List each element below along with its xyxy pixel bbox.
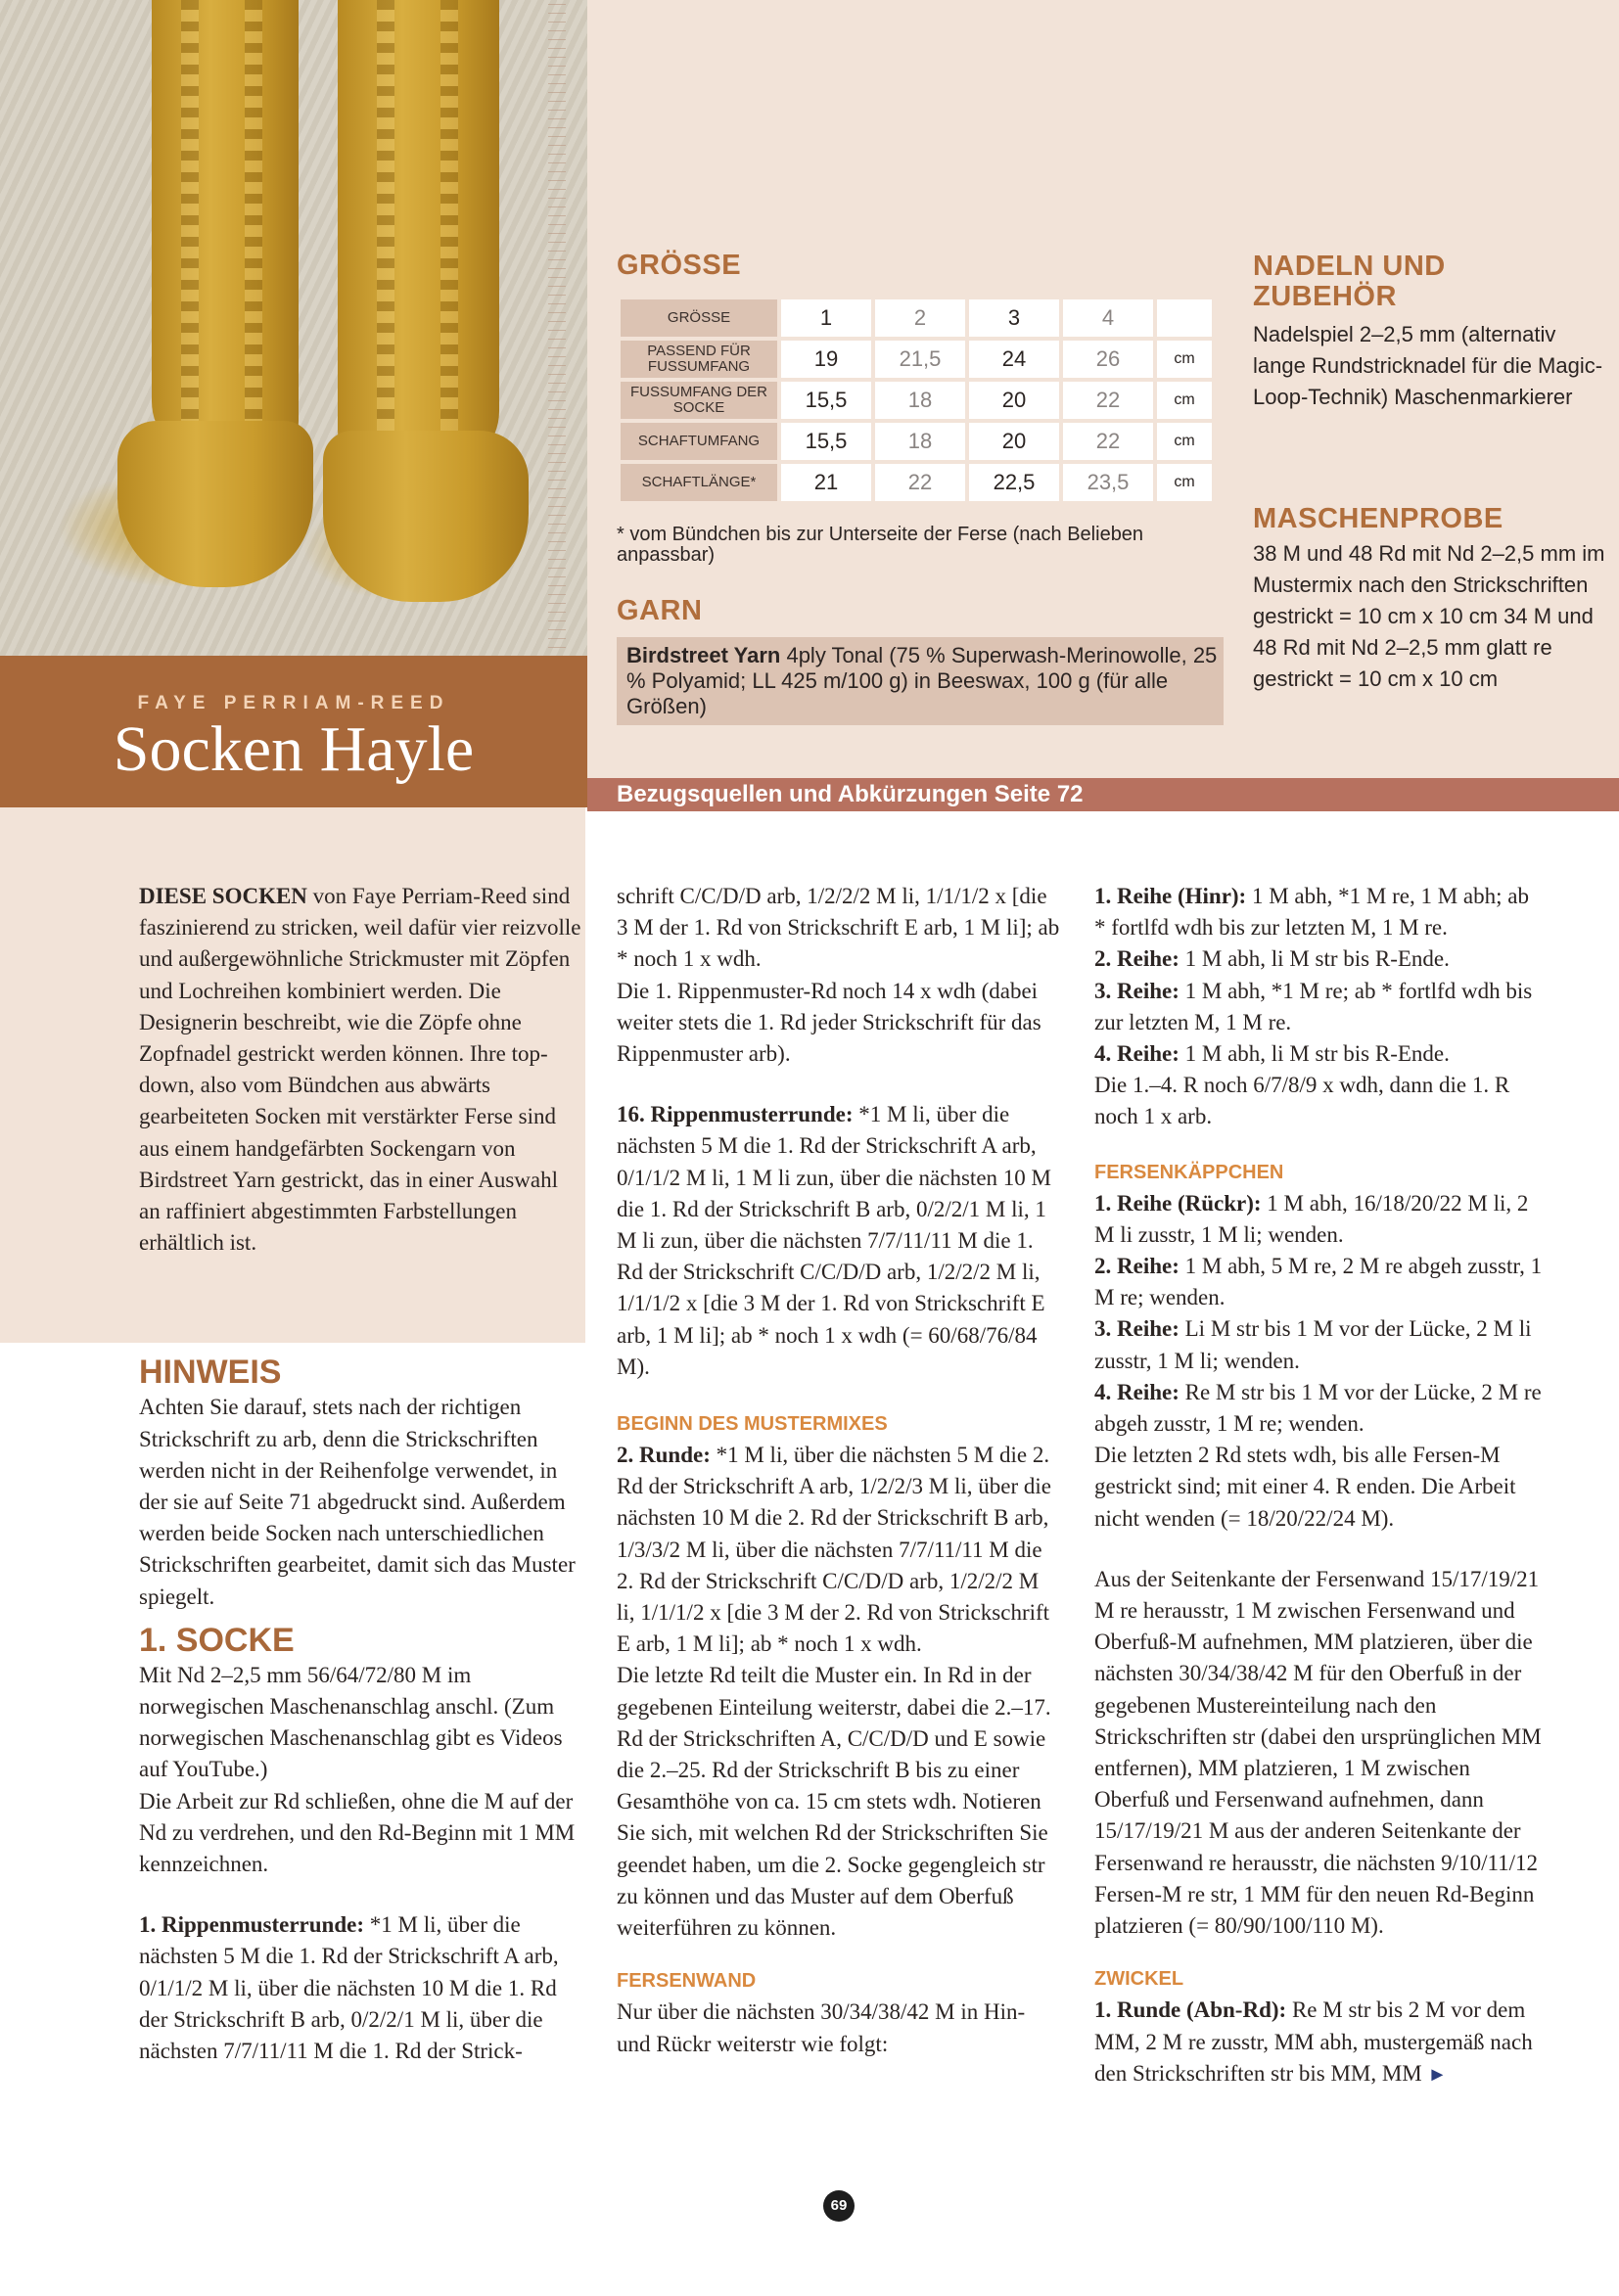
hinweis-heading: HINWEIS [139, 1354, 282, 1392]
table-cell: 15,5 [781, 423, 871, 460]
socke-heading: 1. SOCKE [139, 1621, 295, 1659]
repeat-note: Die 1.–4. R noch 6/7/8/9 x wdh, dann die 1. R noch 1 x arb. [1094, 1073, 1510, 1129]
row-label: SCHAFTUMFANG [621, 423, 777, 460]
table-cell: 22,5 [969, 464, 1059, 501]
rib-round-16-label: 16. Rippenmusterrunde: [617, 1102, 854, 1127]
socks-photo [0, 0, 587, 656]
heel-row-2-text: 1 M abh, 5 M re, 2 M re abgeh zusstr, 1 M re; wenden. [1094, 1254, 1543, 1310]
row-1 [1094, 881, 1545, 943]
row-3-label: 3. Reihe: [1094, 978, 1180, 1003]
left-sock [152, 0, 299, 460]
heel-row-4-text: Re M str bis 1 M vor der Lücke, 2 M re abgeh zusstr, 1 M re; wenden. [1094, 1379, 1542, 1437]
row-4-label: 4. Reihe: [1094, 1041, 1180, 1067]
unit-cell: cm [1157, 341, 1212, 378]
hinweis-text: Achten Sie darauf, stets nach der richtigen Strickschrift zu arb, denn die Strickschriften werden nicht in der Reihenfolge verwendet, in der sie auf Seite 71 abgedruckt sind. Außerdem werden beide Socken nach unterschiedlichen Strickschriften gearbeitet, damit sich das Muster spiegelt. [139, 1395, 576, 1609]
size-table [617, 296, 1216, 505]
rib-round-1-label: 1. Rippenmusterrunde: [139, 1912, 365, 1938]
table-cell: 20 [969, 423, 1059, 460]
round-2-text: *1 M li, über die nächsten 5 M die 2. Rd der Strickschrift A arb, 1/2/2/3 M li, über die nächsten 10 M die 2. Rd der Strickschrift B arb, 1/3/3/2 M li, über die nächsten 7/7/11/11 M die 2. Rd der Strickschrift C/C/D/D arb, 1/2/2/2 M li, 1/1/1/2 x [die 3 M der 2. Rd von Strickschrift E arb, 1 M li]; ab * noch 1 x wdh. [617, 1443, 1051, 1657]
col2-paragraph-4: Nur über die nächsten 30/34/38/42 M in Hin- und Rückr weiterstr wie folgt: [617, 1999, 1026, 2056]
rib-round-16 [617, 1099, 1062, 1383]
heel-row-4 [1094, 1377, 1545, 1440]
table-row [621, 341, 1212, 378]
sources-link[interactable]: Bezugsquellen und Abkürzungen Seite 72 [617, 781, 1084, 807]
left-foot [117, 421, 313, 587]
row-4 [1094, 1038, 1545, 1070]
heel-row-1-label: 1. Reihe (Rückr): [1094, 1190, 1262, 1216]
zwickel-round-1-text: Re M str bis 2 M vor dem MM, 2 M re zusstr, MM abh, mustergemäß nach den Strickschriften str bis MM, MM [1094, 1998, 1533, 2086]
page-number: 69 [823, 2190, 855, 2222]
unit-cell: cm [1157, 423, 1212, 460]
garn-text [626, 643, 1220, 719]
size-col: 3 [969, 299, 1059, 337]
zwickel-round-1 [1094, 1995, 1545, 2090]
row-2-label: 2. Reihe: [1094, 946, 1180, 972]
socke-paragraph-1: Mit Nd 2–2,5 mm 56/64/72/80 M im norwegischen Maschenanschlag anschl. (Zum norwegischen Maschenanschlag gibt es Videos auf YouTube.) [139, 1662, 563, 1782]
size-col: 2 [875, 299, 965, 337]
size-table-header [621, 299, 1212, 337]
round-2-label: 2. Runde: [617, 1443, 711, 1468]
garn-description: 4ply Tonal (75 % Superwash-Merinowolle, 25 % Polyamid; LL 425 m/100 g) in Beeswax, 100 g (für alle Größen) [626, 643, 1218, 718]
heel-row-2 [1094, 1251, 1545, 1313]
size-label: GRÖSSE [621, 299, 777, 337]
mustermix-heading: BEGINN DES MUSTERMIXES [617, 1413, 888, 1436]
zwickel-heading: ZWICKEL [1094, 1968, 1184, 1991]
table-cell: 22 [1063, 423, 1153, 460]
table-row [621, 382, 1212, 419]
nadeln-text: Nadelspiel 2–2,5 mm (alternativ lange Rundstricknadel für die Magic-Loop-Technik) Maschenmarkierer [1253, 322, 1603, 409]
round-2 [617, 1440, 1062, 1660]
right-sock [338, 0, 499, 470]
row-1-text: 1 M abh, *1 M re, 1 M abh; ab * fortlfd wdh bis zur letzten M, 1 M re. [1094, 884, 1529, 941]
table-cell: 20 [969, 382, 1059, 419]
garn-brand: Birdstreet Yarn [626, 643, 781, 667]
fersenkaeppchen-heading: FERSENKÄPPCHEN [1094, 1161, 1284, 1183]
heel-note: Die letzten 2 Rd stets wdh, bis alle Fersen-M gestrickt sind; mit einer 4. R enden. Die Arbeit nicht wenden (= 18/20/22/24 M). [1094, 1443, 1516, 1531]
row-3-text: 1 M abh, *1 M re; ab * fortlfd wdh bis zur letzten M, 1 M re. [1094, 978, 1533, 1034]
table-cell: 23,5 [1063, 464, 1153, 501]
column-2 [617, 881, 1062, 2060]
col2-paragraph-2: Die 1. Rippenmuster-Rd noch 14 x wdh (dabei weiter stets die 1. Rd jeder Strickschrift für das Rippenmuster arb). [617, 978, 1041, 1067]
row-label: SCHAFTLÄNGE* [621, 464, 777, 501]
table-cell: 21,5 [875, 341, 965, 378]
column-3 [1094, 881, 1545, 2090]
table-cell: 18 [875, 423, 965, 460]
row-1-label: 1. Reihe (Hinr): [1094, 884, 1247, 908]
table-row [621, 464, 1212, 501]
row-label: PASSEND FÜR FUSSUMFANG [621, 341, 777, 378]
heel-row-2-label: 2. Reihe: [1094, 1254, 1180, 1279]
zwickel-round-1-label: 1. Runde (Abn-Rd): [1094, 1998, 1287, 2023]
table-cell: 19 [781, 341, 871, 378]
size-footnote: * vom Bündchen bis zur Unterseite der Ferse (nach Belieben anpassbar) [617, 524, 1144, 566]
table-cell: 22 [875, 464, 965, 501]
table-cell: 22 [1063, 382, 1153, 419]
table-cell: 24 [969, 341, 1059, 378]
table-cell: 26 [1063, 341, 1153, 378]
row-3 [1094, 976, 1545, 1038]
intro-paragraph [139, 881, 584, 1259]
col2-paragraph-3: Die letzte Rd teilt die Muster ein. In Rd in der gegebenen Einteilung weiterstr, dabei die 2.–17. Rd der Strickschriften A, C/C/D/D und E sowie die 2.–25. Rd der Strickschrift B bis zu einer Gesamthöhe von ca. 15 cm stets wdh. Notieren Sie sich, mit welchen Rd der Strickschriften Sie geendet haben, um die 2. Socke gegengleich str zu können und das Muster auf dem Oberfuß weiterführen zu können. [617, 1663, 1051, 1941]
rib-round-1-text: *1 M li, über die nächsten 5 M die 1. Rd der Strickschrift A arb, 0/1/1/2 M li, über die nächsten 10 M die 1. Rd der Strickschrift B arb, 0/2/2/1 M li, über die nächsten 7/7/11/11 M die 1. Rd der Strick- [139, 1912, 559, 2064]
garn-heading: GARN [617, 595, 703, 626]
heel-row-3-label: 3. Reihe: [1094, 1316, 1180, 1342]
size-col: 1 [781, 299, 871, 337]
continue-arrow-icon: ► [1427, 2063, 1448, 2086]
table-cell: 18 [875, 382, 965, 419]
maschenprobe-text: 38 M und 48 Rd mit Nd 2–2,5 mm im Mustermix nach den Strickschriften gestrickt = 10 cm x 10 cm 34 M und 48 Rd mit Nd 2–2,5 mm glatt re gestrickt = 10 cm x 10 cm [1253, 541, 1605, 691]
author-name: FAYE PERRIAM-REED [137, 693, 450, 713]
unit-cell [1157, 299, 1212, 337]
intro-text: von Faye Perriam-Reed sind faszinierend zu stricken, weil dafür vier reizvolle und außergewöhnliche Strickmuster mit Zöpfen und Lochreihen kombiniert werden. Die Designerin beschreibt, wie die Zöpfe ohne Zopfnadel gestrickt werden können. Ihre top-down, also vom Bündchen aus abwärts gearbeiteten Socken mit verstärkter Ferse sind aus einem handgefärbten Sockengarn von Birdstreet Yarn gestrickt, das in einer Auswahl an raffiniert abgestimmten Farbstellungen erhältlich ist. [139, 884, 581, 1256]
col2-paragraph-1: schrift C/C/D/D arb, 1/2/2/2 M li, 1/1/1/2 x [die 3 M der 1. Rd von Strickschrift E arb, 1 M li]; ab * noch 1 x wdh. [617, 884, 1060, 972]
table-cell: 15,5 [781, 382, 871, 419]
heel-row-3-text: Li M str bis 1 M vor der Lücke, 2 M li zusstr, 1 M li; wenden. [1094, 1316, 1532, 1373]
right-foot [323, 431, 529, 602]
row-2-text: 1 M abh, li M str bis R-Ende. [1179, 946, 1450, 972]
pickup-paragraph: Aus der Seitenkante der Fersenwand 15/17/19/21 M re herausstr, 1 M zwischen Fersenwand und Oberfuß-M aufnehmen, MM platzieren, über die nächsten 30/34/38/42 M für den Oberfuß in der gegebenen Mustereinteilung nach den Strickschriften str (dabei den ursprünglichen MM entfernen), MM platzieren, 1 M zwischen Oberfuß und Fersenwand aufnehmen, dann 15/17/19/21 M aus der anderen Seitenkante der Fersenwand re herausstr, die nächsten 9/10/11/12 Fersen-M re str, 1 MM für den neuen Rd-Beginn platzieren (= 80/90/100/110 M). [1094, 1566, 1542, 1939]
row-2 [1094, 943, 1545, 975]
row-4-text: 1 M abh, li M str bis R-Ende. [1179, 1041, 1450, 1067]
table-cell: 21 [781, 464, 871, 501]
unit-cell: cm [1157, 464, 1212, 501]
rib-round-1 [139, 1909, 584, 2067]
socke-paragraph-2: Die Arbeit zur Rd schließen, ohne die M auf der Nd zu verdrehen, und den Rd-Beginn mit 1 MM kennzeichnen. [139, 1788, 576, 1877]
heel-row-4-label: 4. Reihe: [1094, 1379, 1180, 1404]
rib-round-16-text: *1 M li, über die nächsten 5 M die 1. Rd der Strickschrift A arb, 0/1/1/2 M li, 1 M li zun, über die nächsten 10 M die 1. Rd der Strickschrift B arb, 0/2/2/1 M li, 1 M li zun, über die nächsten 7/7/11/11 M die 1. Rd der Strickschrift C/C/D/D arb, 1/2/2/2 M li, 1/1/1/2 x [die 3 M der 1. Rd von Strickschrift E arb, 1 M li]; ab * noch 1 x wdh (= 60/68/76/84 M). [617, 1102, 1051, 1379]
maschenprobe-heading: MASCHENPROBE [1253, 503, 1503, 534]
row-label: FUSSUMFANG DER SOCKE [621, 382, 777, 419]
size-col: 4 [1063, 299, 1153, 337]
heel-row-1-text: 1 M abh, 16/18/20/22 M li, 2 M li zusstr, 1 M li; wenden. [1094, 1190, 1529, 1247]
heel-row-1 [1094, 1188, 1545, 1251]
unit-cell: cm [1157, 382, 1212, 419]
heel-row-3 [1094, 1313, 1545, 1376]
pattern-title: Socken Hayle [113, 713, 475, 785]
nadeln-heading: NADELN UND ZUBEHÖR [1253, 251, 1446, 312]
table-row [621, 423, 1212, 460]
size-heading: GRÖSSE [617, 250, 742, 281]
column-1 [139, 881, 584, 2067]
intro-lead: DIESE SOCKEN [139, 884, 307, 908]
fersenwand-heading: FERSENWAND [617, 1970, 757, 1993]
